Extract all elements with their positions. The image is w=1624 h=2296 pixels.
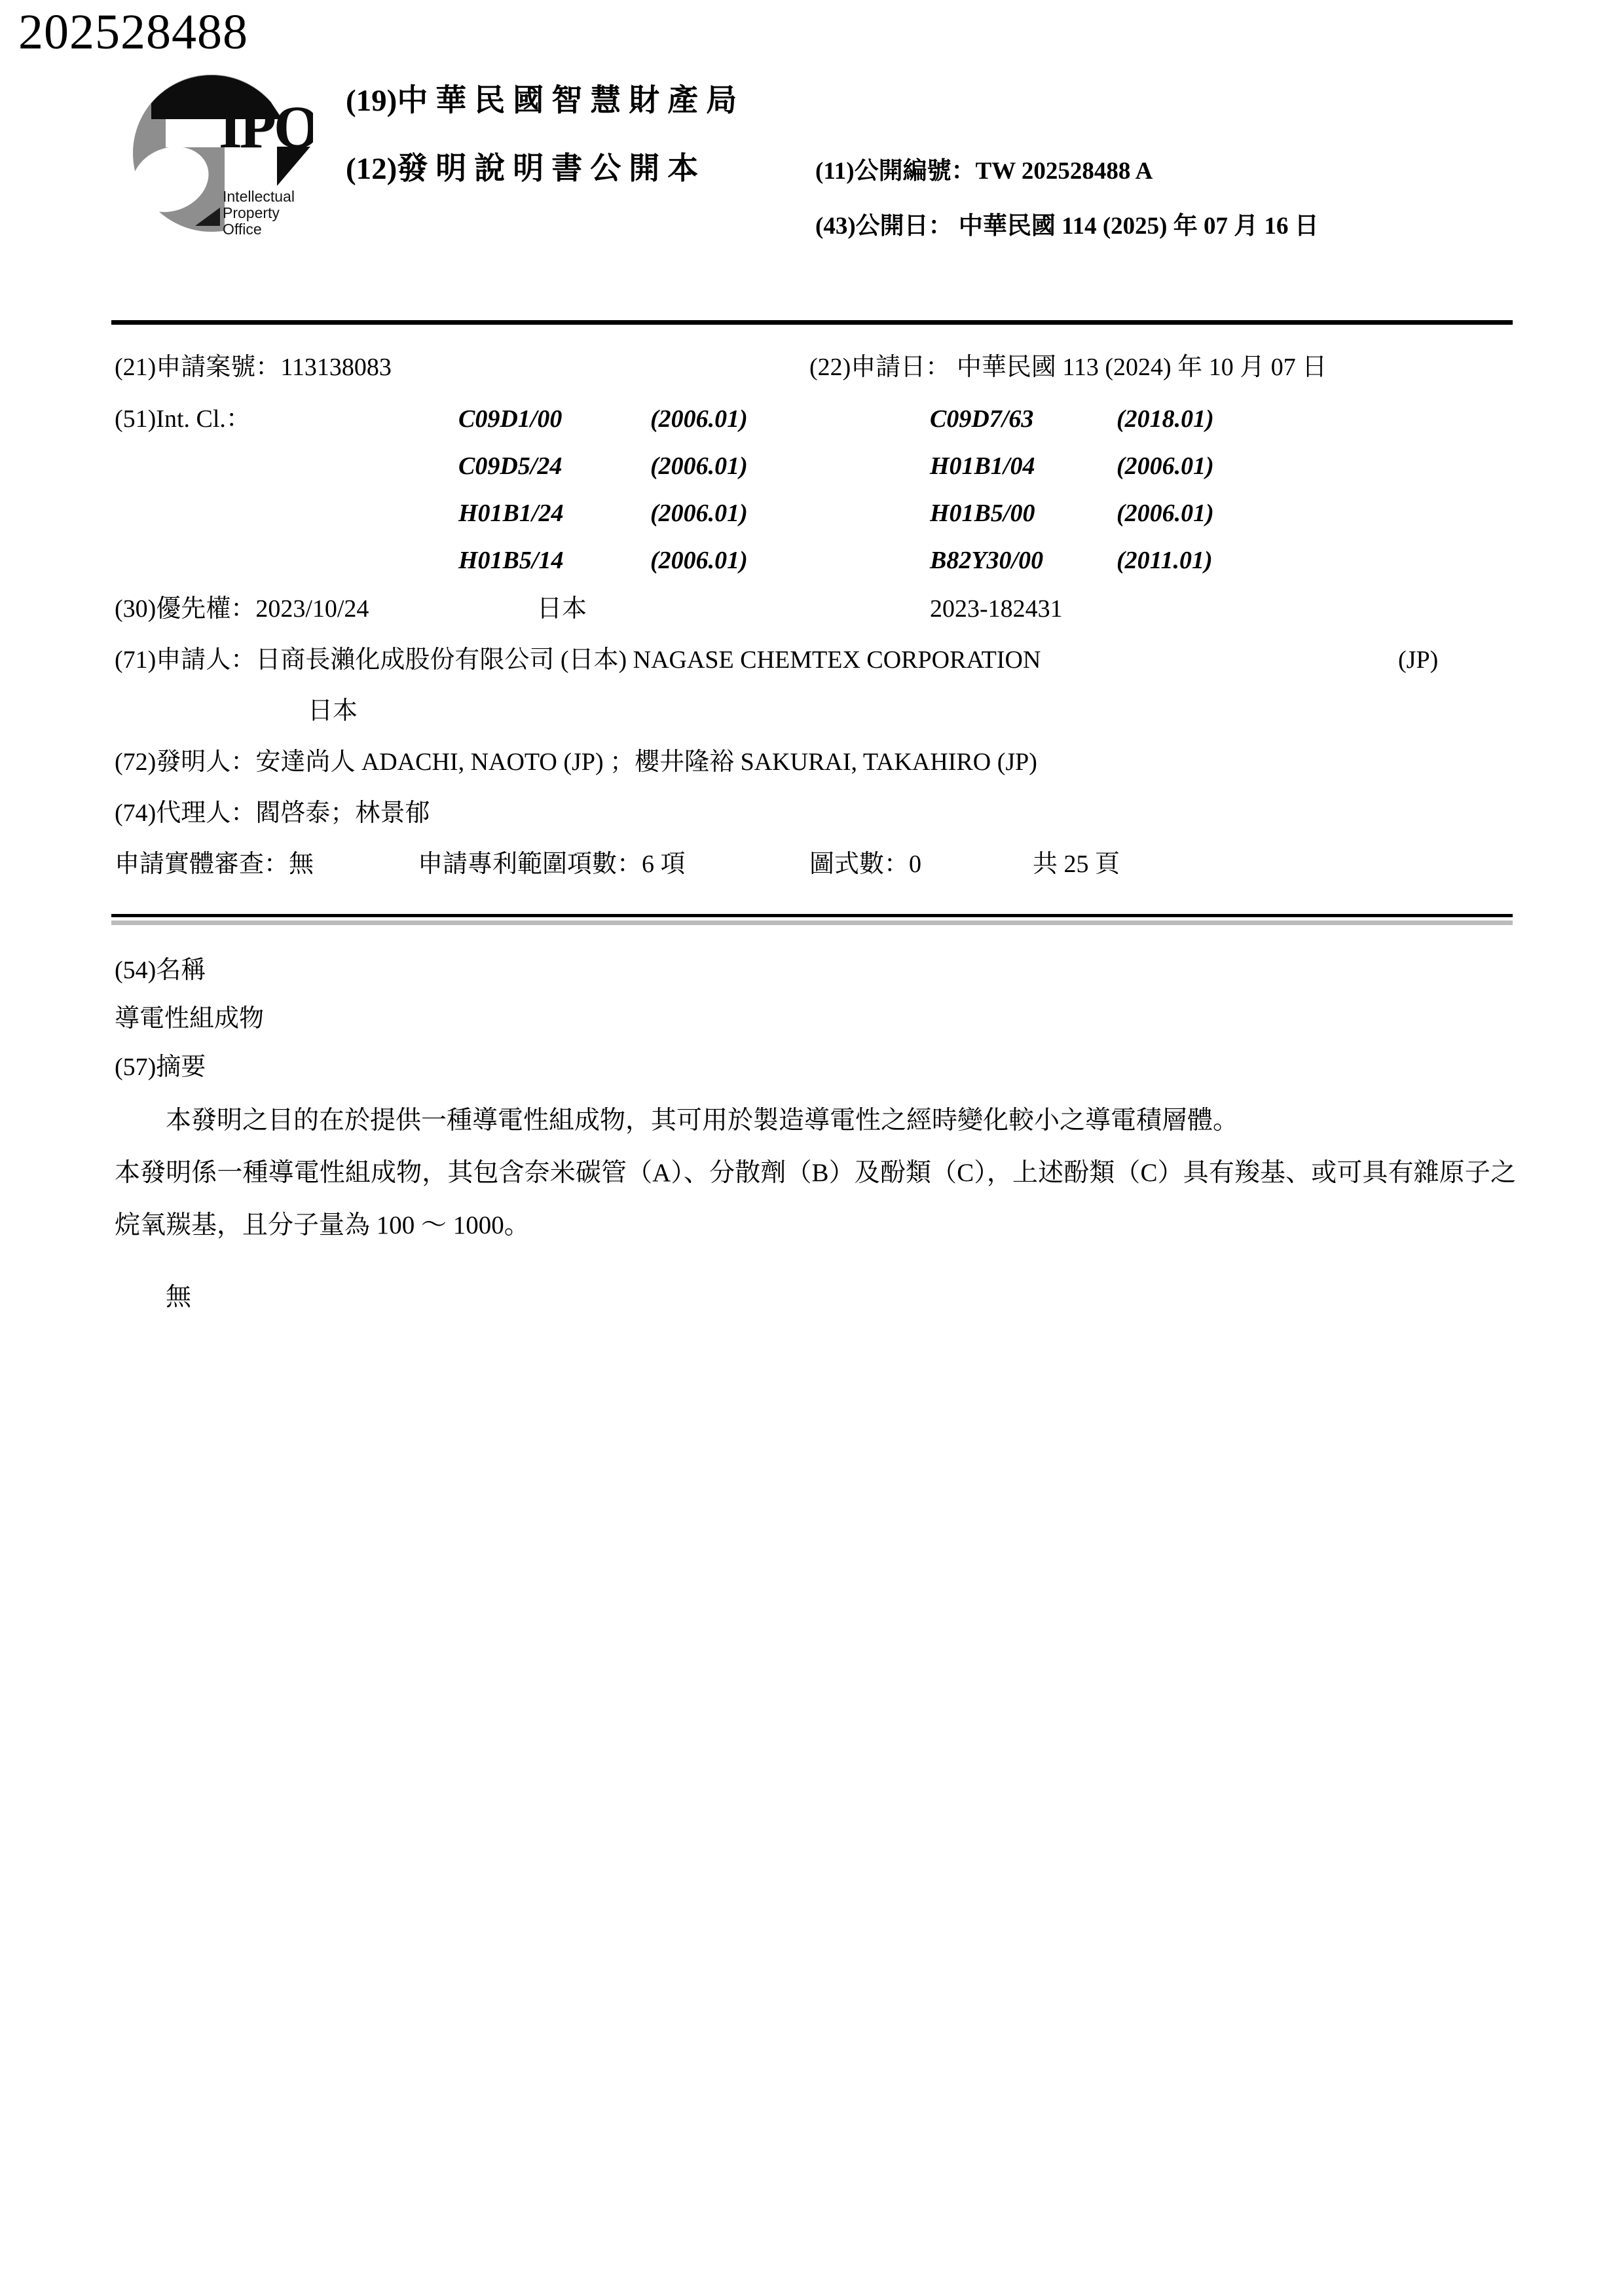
application-number: (21)申請案號：113138083 (115, 354, 392, 381)
tipo-logo-graphic (130, 73, 313, 238)
issuing-office-line (346, 76, 745, 120)
substantive-exam-status: 申請實體審查：無 (115, 850, 314, 878)
doc-type-kind-code: (12) (346, 152, 397, 186)
figures-count: 圖式數：0 (809, 850, 922, 878)
abstract (115, 1095, 1516, 1324)
int-cl-version: (2018.01) (1116, 405, 1214, 433)
svg-text:Intellectual: Intellectual (223, 188, 295, 205)
int-cl-version: (2006.01) (650, 405, 748, 433)
svg-text:Property: Property (223, 204, 280, 221)
pages-count: 共 25 頁 (1033, 850, 1120, 878)
application-date: (22)申請日： 中華民國 113 (2024) 年 10 月 07 日 (809, 354, 1327, 381)
abstract-section-label: (57)摘要 (115, 1053, 206, 1081)
priority-number: 2023-182431 (930, 595, 1063, 623)
int-cl-code: H01B5/00 (930, 500, 1035, 527)
abstract-paragraph-1: 本發明之目的在於提供一種導電性組成物，其可用於製造導電性之經時變化較小之導電積層體。 (166, 1106, 1239, 1135)
representative-drawing-note: 無 (166, 1283, 192, 1311)
application-number-row (115, 352, 1516, 386)
int-cl-version: (2006.01) (1116, 452, 1214, 480)
inventors-row (115, 746, 1516, 780)
int-cl-row-4 (115, 545, 1516, 579)
examination-row (115, 848, 1516, 883)
publication-number-header: 202528488 (18, 5, 248, 60)
publication-number-label: (11)公開編號： (815, 158, 976, 185)
separator-rule-bottom (111, 914, 1513, 920)
int-cl-version: (2011.01) (1116, 547, 1213, 574)
publication-date-label: (43)公開日： (815, 213, 953, 240)
int-cl-row-3 (115, 498, 1516, 532)
priority-label-date: (30)優先權：2023/10/24 (115, 595, 369, 623)
publication-date-line (815, 206, 1319, 241)
svg-text:Office: Office (223, 221, 262, 238)
int-cl-version: (2006.01) (650, 500, 748, 527)
claims-count: 申請專利範圍項數：6 項 (418, 850, 686, 878)
int-cl-version: (2006.01) (1116, 500, 1214, 527)
applicant-row-2 (115, 695, 1516, 729)
int-cl-version: (2006.01) (650, 452, 748, 480)
int-cl-row-2 (115, 450, 1516, 484)
priority-country: 日本 (537, 595, 587, 623)
publication-date-value: 中華民國 114 (2025) 年 07 月 16 日 (958, 213, 1319, 240)
int-cl-code: C09D1/00 (458, 405, 563, 433)
int-cl-code: H01B1/24 (458, 500, 564, 527)
int-cl-code: H01B5/14 (458, 547, 564, 574)
inventors: (72)發明人：安達尚人 ADACHI, NAOTO (JP) ；櫻井隆裕 SAKURAI, TAKAHIRO (JP) (115, 748, 1037, 776)
tipo-logo (130, 73, 313, 238)
int-cl-code: C09D5/24 (458, 452, 563, 480)
int-cl-row-1 (115, 403, 1516, 437)
separator-rule-top (111, 320, 1513, 325)
document-type-line (346, 144, 706, 188)
applicant-country: 日本 (308, 697, 358, 725)
int-cl-label: (51)Int. Cl.： (115, 405, 251, 433)
title-section-label: (54)名稱 (115, 957, 206, 984)
agents: (74)代理人：閻啓泰；林景郁 (115, 799, 430, 827)
applicant: (71)申請人：日商長瀨化成股份有限公司 (日本) NAGASE CHEMTEX CORPORATION (115, 646, 1041, 674)
office-name: 中華民國智慧財產局 (397, 84, 745, 118)
int-cl-code: H01B1/04 (930, 452, 1035, 480)
agents-row (115, 797, 1516, 831)
applicant-country-code: (JP) (1398, 646, 1439, 674)
invention-title: 導電性組成物 (115, 1005, 265, 1032)
publication-number-line (815, 151, 1153, 186)
publication-number-value: TW 202528488 A (975, 158, 1153, 185)
abstract-paragraph-2: 本發明係一種導電性組成物，其包含奈米碳管（A）、分散劑（B）及酚類（C），上述酚類（C）具有羧基、或可具有雜原子之烷氧羰基，且分子量為 100 ～ 1000。 (115, 1159, 1516, 1239)
priority-row (115, 593, 1516, 627)
int-cl-code: C09D7/63 (930, 405, 1034, 433)
int-cl-code: B82Y30/00 (930, 547, 1044, 574)
int-cl-version: (2006.01) (650, 547, 748, 574)
doc-type-name: 發明說明書公開本 (397, 152, 707, 186)
office-kind-code: (19) (346, 84, 397, 118)
applicant-row (115, 644, 1516, 678)
svg-text:IPO: IPO (219, 94, 313, 160)
